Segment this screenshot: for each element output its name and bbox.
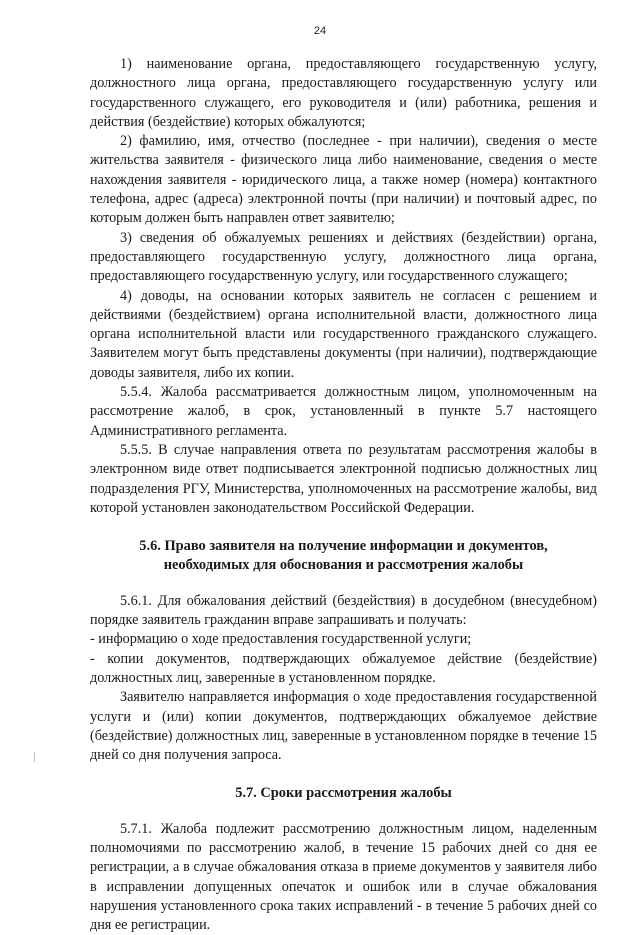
scan-margin-mark: [34, 752, 35, 762]
section-5-6-heading: [90, 537, 597, 576]
paragraph-5-5-5: 5.5.5. В случае направления ответа по результатам рассмотрения жалобы в электронном виде ответ подписывается электронной подписью должностных лиц подразделения РГУ, Министерства, уполномоченных на рассмотрение жалобы, вид которой установлен законодательством Российской Федерации.: [90, 441, 597, 516]
page-number: 24: [313, 25, 327, 37]
paragraph-5-6-1: 5.6.1. Для обжалования действий (бездействия) в досудебном (внесудебном) порядке заявитель гражданин вправе запрашивать и получать:: [90, 592, 597, 629]
paragraph-5-5-4: 5.5.4. Жалоба рассматривается должностным лицом, уполномоченным на рассмотрение жалоб, в срок, установленный в пункте 5.7 настоящего Административного регламента.: [90, 384, 597, 439]
section-5-6-heading-line2: необходимых для обоснования и рассмотрения жалобы: [163, 557, 524, 574]
list-item-info: - информацию о ходе предоставления государственной услуги;: [90, 631, 472, 648]
document-body: [90, 55, 597, 935]
section-5-6-heading-line1: 5.6. Право заявителя на получение информации и документов,: [139, 538, 548, 555]
paragraph-item-3: 3) сведения об обжалуемых решениях и действиях (бездействии) органа, предоставляющего государственную услугу, должностного лица органа, предоставляющего государственную услугу, или государственного служащего;: [90, 229, 597, 285]
paragraph-item-2: 2) фамилию, имя, отчество (последнее - при наличии), сведения о месте жительства заявителя - физического лица либо наименование, сведения о месте нахождения заявителя - юридического лица, а также номер (номера) контактного телефона, адрес (адреса) электронной почты (при наличии) и почтовый адрес, по которым должен быть направлен ответ заявителю;: [90, 133, 597, 227]
list-item-copies: - копии документов, подтверждающих обжалуемое действие (бездействие) должностных лиц, заверенные в установленном порядке.: [90, 650, 597, 686]
section-5-7-heading: 5.7. Сроки рассмотрения жалобы: [235, 785, 452, 802]
paragraph-5-7-1: 5.7.1. Жалоба подлежит рассмотрению должностным лицом, наделенным полномочиями по рассмотрению жалоб, в течение 15 рабочих дней со дня ее регистрации, а в случае обжалования отказа в приеме документов у заявителя либо в исправлении допущенных опечаток и ошибок или в случае обжалования нарушения установленного срока таких исправлений - в течение 5 рабочих дней со дня ее регистрации.: [90, 820, 597, 934]
paragraph-item-4: 4) доводы, на основании которых заявитель не согласен с решением и действиями (бездействием) органа исполнительной власти, должностного лица органа исполнительной власти или государственного гражданского служащего. Заявителем могут быть представлены документы (при наличии), подтверждающие доводы заявителя, либо их копии.: [90, 287, 597, 381]
paragraph-item-1: 1) наименование органа, предоставляющего государственную услугу, должностного лица органа, предоставляющего государственную услугу или государственного служащего, его руководителя и (или) работника, решения и действия (бездействие) которых обжалуются;: [90, 56, 597, 130]
paragraph-5-6-response: Заявителю направляется информация о ходе предоставления государственной услуги и (или) копии документов, подтверждающих обжалуемое действие (бездействие) должностных лиц, заверенные в установленном порядке в течение 15 дней со дня получения запроса.: [90, 689, 597, 764]
